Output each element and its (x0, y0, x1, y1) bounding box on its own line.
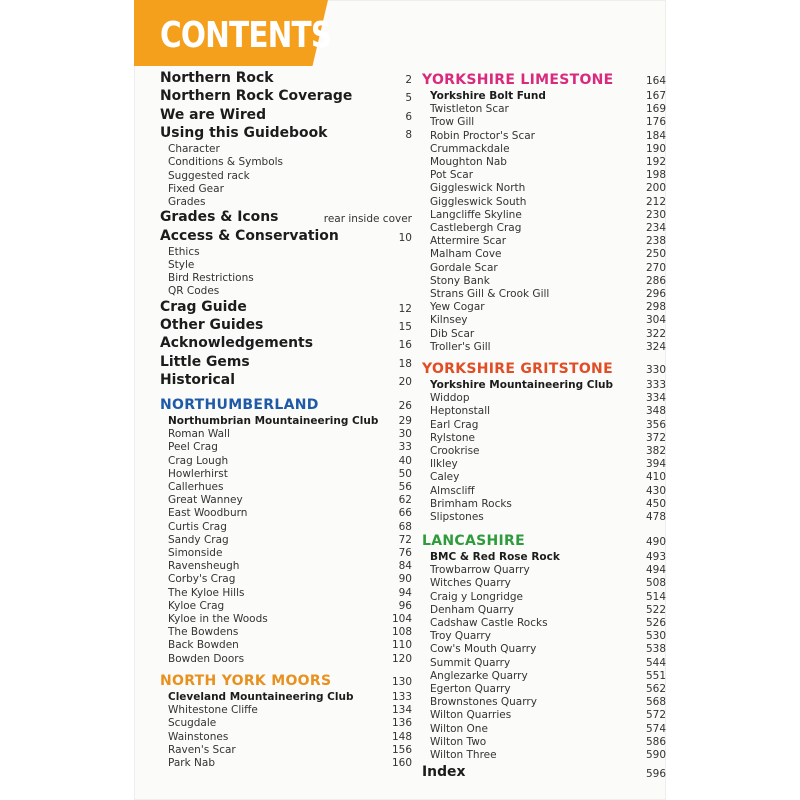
crag-entry-page: 30 (398, 428, 412, 441)
crag-entry-page: 450 (645, 497, 666, 510)
crag-entry-page: 238 (645, 235, 666, 248)
crag-entry-label: Whitestone Cliffe (168, 704, 258, 717)
crag-entry-label: Summit Quarry (430, 656, 511, 669)
crag-entry-page: 84 (398, 560, 412, 573)
crag-entry-page: 590 (645, 749, 666, 761)
crag-entry-page: 169 (645, 103, 666, 116)
crag-entry-page: 104 (391, 613, 412, 625)
crag-entry-page: 50 (398, 467, 412, 480)
crag-entry-label: Back Bowden (168, 639, 239, 652)
toc-entry-page: 12 (398, 302, 412, 315)
crag-entry-label: Caley (430, 471, 460, 484)
page-title: CONTENTS (160, 15, 332, 56)
toc-entry-page: 6 (405, 110, 412, 123)
crag-entry-label: Scugdale (168, 717, 217, 730)
crag-entry-label: Troy Quarry (430, 630, 491, 643)
toc-subentry-label: Bird Restrictions (168, 272, 254, 285)
crag-entry-page: 250 (645, 248, 666, 261)
crag-entry-label: Howlerhirst (168, 467, 228, 480)
crag-entry-label: Denham Quarry (430, 603, 514, 616)
crag-entry-page: 230 (645, 208, 666, 221)
crag-entry-label: Trowbarrow Quarry (430, 564, 530, 577)
toc-entry-label: Access & Conservation (160, 227, 339, 244)
crag-entry-label: Castlebergh Crag (430, 222, 522, 234)
crag-entry-page: 348 (645, 405, 666, 418)
crag-entry-label: Kyloe in the Woods (168, 613, 268, 625)
crag-entry-page: 298 (645, 301, 666, 314)
crag-entry-label: Earl Crag (430, 418, 479, 431)
crag-entry-page: 304 (645, 314, 666, 327)
crag-entry-page: 212 (645, 195, 666, 208)
section-heading-label: YORKSHIRE GRITSTONE (422, 361, 613, 377)
crag-entry-label: Wilton One (430, 722, 488, 735)
crag-entry-label: Kilnsey (430, 314, 468, 327)
section-heading-page: 330 (645, 364, 666, 376)
crag-entry-page: 530 (645, 630, 666, 643)
club-entry-label: BMC & Red Rose Rock (430, 551, 560, 563)
crag-entry-page: 526 (645, 617, 666, 629)
crag-entry-label: Cadshaw Castle Rocks (430, 617, 548, 629)
crag-entry-label: Wainstones (168, 730, 229, 743)
crag-entry-label: Strans Gill & Crook Gill (430, 288, 550, 300)
toc-entry-label: Northern Rock Coverage (160, 88, 353, 105)
crag-entry-label: Park Nab (168, 757, 215, 769)
crag-entry-page: 494 (645, 564, 666, 577)
crag-entry-page: 134 (391, 704, 412, 717)
club-entry-label: Yorkshire Bolt Fund (430, 90, 546, 102)
crag-entry-page: 508 (645, 577, 666, 590)
toc-entry-page: 2 (405, 74, 412, 86)
crag-entry-page: 544 (645, 656, 666, 669)
toc-entry-page: 10 (398, 231, 412, 244)
crag-entry-label: Raven's Scar (168, 743, 236, 756)
crag-entry-label: Wilton Two (430, 735, 487, 748)
index-entry-page: 596 (645, 768, 666, 780)
crag-entry-label: Callerhues (168, 481, 224, 493)
crag-entry-label: Bowden Doors (168, 652, 245, 665)
toc-entry-label: Grades & Icons (160, 209, 279, 226)
crag-entry-page: 110 (391, 639, 412, 652)
crag-entry-page: 270 (645, 261, 666, 274)
section-heading-label: NORTH YORK MOORS (160, 673, 332, 689)
section-heading-label: NORTHUMBERLAND (160, 397, 319, 413)
crag-entry-label: Stony Bank (430, 274, 490, 287)
section-heading-page: 26 (398, 400, 412, 412)
toc-subentry-label: Ethics (168, 245, 200, 258)
crag-entry-page: 394 (645, 458, 666, 471)
crag-entry-page: 382 (645, 445, 666, 457)
crag-entry-page: 94 (398, 586, 412, 599)
toc-subentry-label: Fixed Gear (168, 182, 224, 195)
crag-entry-page: 190 (645, 142, 666, 155)
crag-entry-label: Peel Crag (168, 441, 218, 454)
crag-entry-page: 148 (391, 730, 412, 743)
section-heading-page: 490 (645, 536, 666, 548)
crag-entry-page: 574 (645, 722, 666, 735)
crag-entry-page: 514 (645, 590, 666, 603)
crag-entry-label: Rylstone (430, 431, 475, 444)
crag-entry-page: 562 (645, 683, 666, 695)
crag-entry-label: Attermire Scar (430, 235, 507, 248)
section-heading-page: 130 (391, 676, 412, 688)
crag-entry-page: 33 (398, 441, 412, 454)
toc-entry-label: Crag Guide (160, 298, 247, 315)
club-entry-page: 493 (645, 551, 666, 563)
crag-entry-page: 410 (645, 471, 666, 484)
section-heading-label: LANCASHIRE (422, 533, 525, 549)
crag-entry-page: 90 (398, 573, 412, 586)
toc-subentry-label: QR Codes (168, 285, 220, 298)
club-entry-label: Cleveland Mountaineering Club (168, 691, 354, 703)
crag-entry-label: Pot Scar (430, 169, 474, 182)
club-entry-page: 167 (645, 90, 666, 102)
crag-entry-label: The Bowdens (168, 626, 239, 639)
crag-entry-label: Malham Cove (430, 248, 502, 261)
crag-entry-label: Witches Quarry (430, 577, 511, 590)
toc-entry-label: We are Wired (160, 106, 267, 123)
toc-entry-page: 15 (398, 320, 412, 333)
crag-entry-page: 96 (398, 599, 412, 612)
crag-entry-label: Ravensheugh (168, 560, 240, 573)
crag-entry-label: Dib Scar (430, 327, 475, 340)
toc-subentry-label: Conditions & Symbols (168, 156, 284, 169)
crag-entry-page: 156 (391, 743, 412, 756)
toc-entry-label: Acknowledgements (160, 335, 313, 352)
toc-entry-page: 8 (405, 128, 412, 141)
crag-entry-label: Cow's Mouth Quarry (430, 643, 537, 656)
toc-entry-label: Historical (160, 371, 235, 388)
crag-entry-label: Simonside (168, 547, 223, 559)
crag-entry-label: Brownstones Quarry (430, 696, 537, 709)
crag-entry-label: Crag Lough (168, 454, 229, 467)
club-entry-label: Yorkshire Mountaineering Club (430, 379, 614, 391)
crag-entry-label: Craig y Longridge (430, 590, 523, 603)
crag-entry-label: Anglezarke Quarry (430, 669, 528, 682)
toc-entry-page: rear inside cover (323, 213, 412, 226)
toc-entry-label: Little Gems (160, 353, 250, 370)
toc-entry-label: Using this Guidebook (160, 124, 328, 141)
crag-entry-page: 324 (645, 340, 666, 353)
crag-entry-page: 200 (645, 182, 666, 195)
crag-entry-page: 234 (645, 222, 666, 234)
crag-entry-page: 176 (645, 116, 666, 129)
club-entry-label: Northumbrian Mountaineering Club (168, 415, 379, 427)
crag-entry-label: Corby's Crag (168, 573, 236, 586)
crag-entry-label: Kyloe Crag (168, 599, 225, 612)
crag-entry-page: 120 (391, 652, 412, 665)
toc-subentry-label: Style (168, 259, 195, 271)
crag-entry-label: Almscliff (430, 484, 475, 497)
crag-entry-label: Gordale Scar (430, 261, 498, 274)
crag-entry-page: 40 (398, 454, 412, 467)
crag-entry-page: 56 (398, 481, 412, 493)
crag-entry-page: 551 (645, 669, 666, 682)
index-entry-label: Index (422, 764, 466, 780)
crag-entry-page: 372 (645, 431, 666, 444)
crag-entry-label: Robin Proctor's Scar (430, 129, 535, 142)
crag-entry-page: 160 (391, 757, 412, 769)
crag-entry-label: Wilton Quarries (430, 709, 512, 722)
crag-entry-label: Brimham Rocks (430, 497, 512, 510)
section-heading-label: YORKSHIRE LIMESTONE (422, 72, 614, 88)
toc-subentry-label: Suggested rack (168, 169, 250, 182)
crag-entry-page: 62 (398, 494, 412, 507)
crag-entry-page: 334 (645, 392, 666, 405)
crag-entry-label: Giggleswick South (430, 195, 527, 208)
crag-entry-label: Widdop (430, 392, 470, 405)
crag-entry-page: 296 (645, 288, 666, 300)
toc-entry-page: 5 (405, 92, 412, 105)
crag-entry-label: East Woodburn (168, 507, 248, 520)
crag-entry-label: Crookrise (430, 445, 480, 457)
crag-entry-label: Langcliffe Skyline (430, 208, 522, 221)
crag-entry-label: Egerton Quarry (430, 683, 511, 695)
crag-entry-page: 108 (391, 626, 412, 639)
crag-entry-page: 184 (645, 129, 666, 142)
crag-entry-label: Troller's Gill (430, 340, 491, 353)
section-heading-page: 164 (645, 75, 666, 87)
club-entry-page: 133 (391, 691, 412, 703)
crag-entry-label: The Kyloe Hills (168, 586, 245, 599)
crag-entry-label: Heptonstall (430, 405, 491, 418)
crag-entry-label: Wilton Three (430, 749, 497, 761)
crag-entry-page: 68 (398, 520, 412, 533)
crag-entry-label: Great Wanney (168, 494, 243, 507)
toc-entry-page: 20 (398, 375, 412, 388)
crag-entry-label: Sandy Crag (168, 533, 229, 546)
toc-entry-page: 18 (398, 357, 412, 370)
crag-entry-label: Giggleswick North (430, 182, 526, 195)
club-entry-page: 333 (645, 379, 666, 391)
crag-entry-label: Ilkley (430, 458, 458, 471)
crag-entry-page: 586 (645, 735, 666, 748)
crag-entry-label: Slipstones (430, 511, 484, 523)
crag-entry-label: Yew Cogar (430, 301, 485, 314)
crag-entry-page: 522 (645, 603, 666, 616)
crag-entry-page: 192 (645, 156, 666, 168)
toc-subentry-label: Character (168, 143, 220, 156)
crag-entry-label: Moughton Nab (430, 156, 507, 168)
crag-entry-page: 76 (398, 547, 412, 559)
crag-entry-label: Trow Gill (430, 116, 475, 129)
crag-entry-page: 430 (645, 484, 666, 497)
crag-entry-label: Roman Wall (168, 428, 230, 441)
toc-entry-label: Other Guides (160, 316, 264, 333)
club-entry-page: 29 (398, 415, 412, 427)
toc-subentry-label: Grades (168, 196, 206, 208)
crag-entry-label: Curtis Crag (168, 520, 227, 533)
crag-entry-page: 198 (645, 169, 666, 182)
toc-entry-label: Northern Rock (160, 70, 274, 86)
crag-entry-page: 286 (645, 274, 666, 287)
crag-entry-page: 66 (398, 507, 412, 520)
crag-entry-page: 572 (645, 709, 666, 722)
crag-entry-page: 478 (645, 511, 666, 523)
crag-entry-page: 356 (645, 418, 666, 431)
crag-entry-label: Twistleton Scar (430, 103, 509, 116)
toc-entry-page: 16 (398, 339, 412, 352)
crag-entry-page: 136 (391, 717, 412, 730)
crag-entry-page: 538 (645, 643, 666, 656)
crag-entry-page: 72 (398, 533, 412, 546)
crag-entry-label: Crummackdale (430, 142, 510, 155)
crag-entry-page: 322 (645, 327, 666, 340)
crag-entry-page: 568 (645, 696, 666, 709)
